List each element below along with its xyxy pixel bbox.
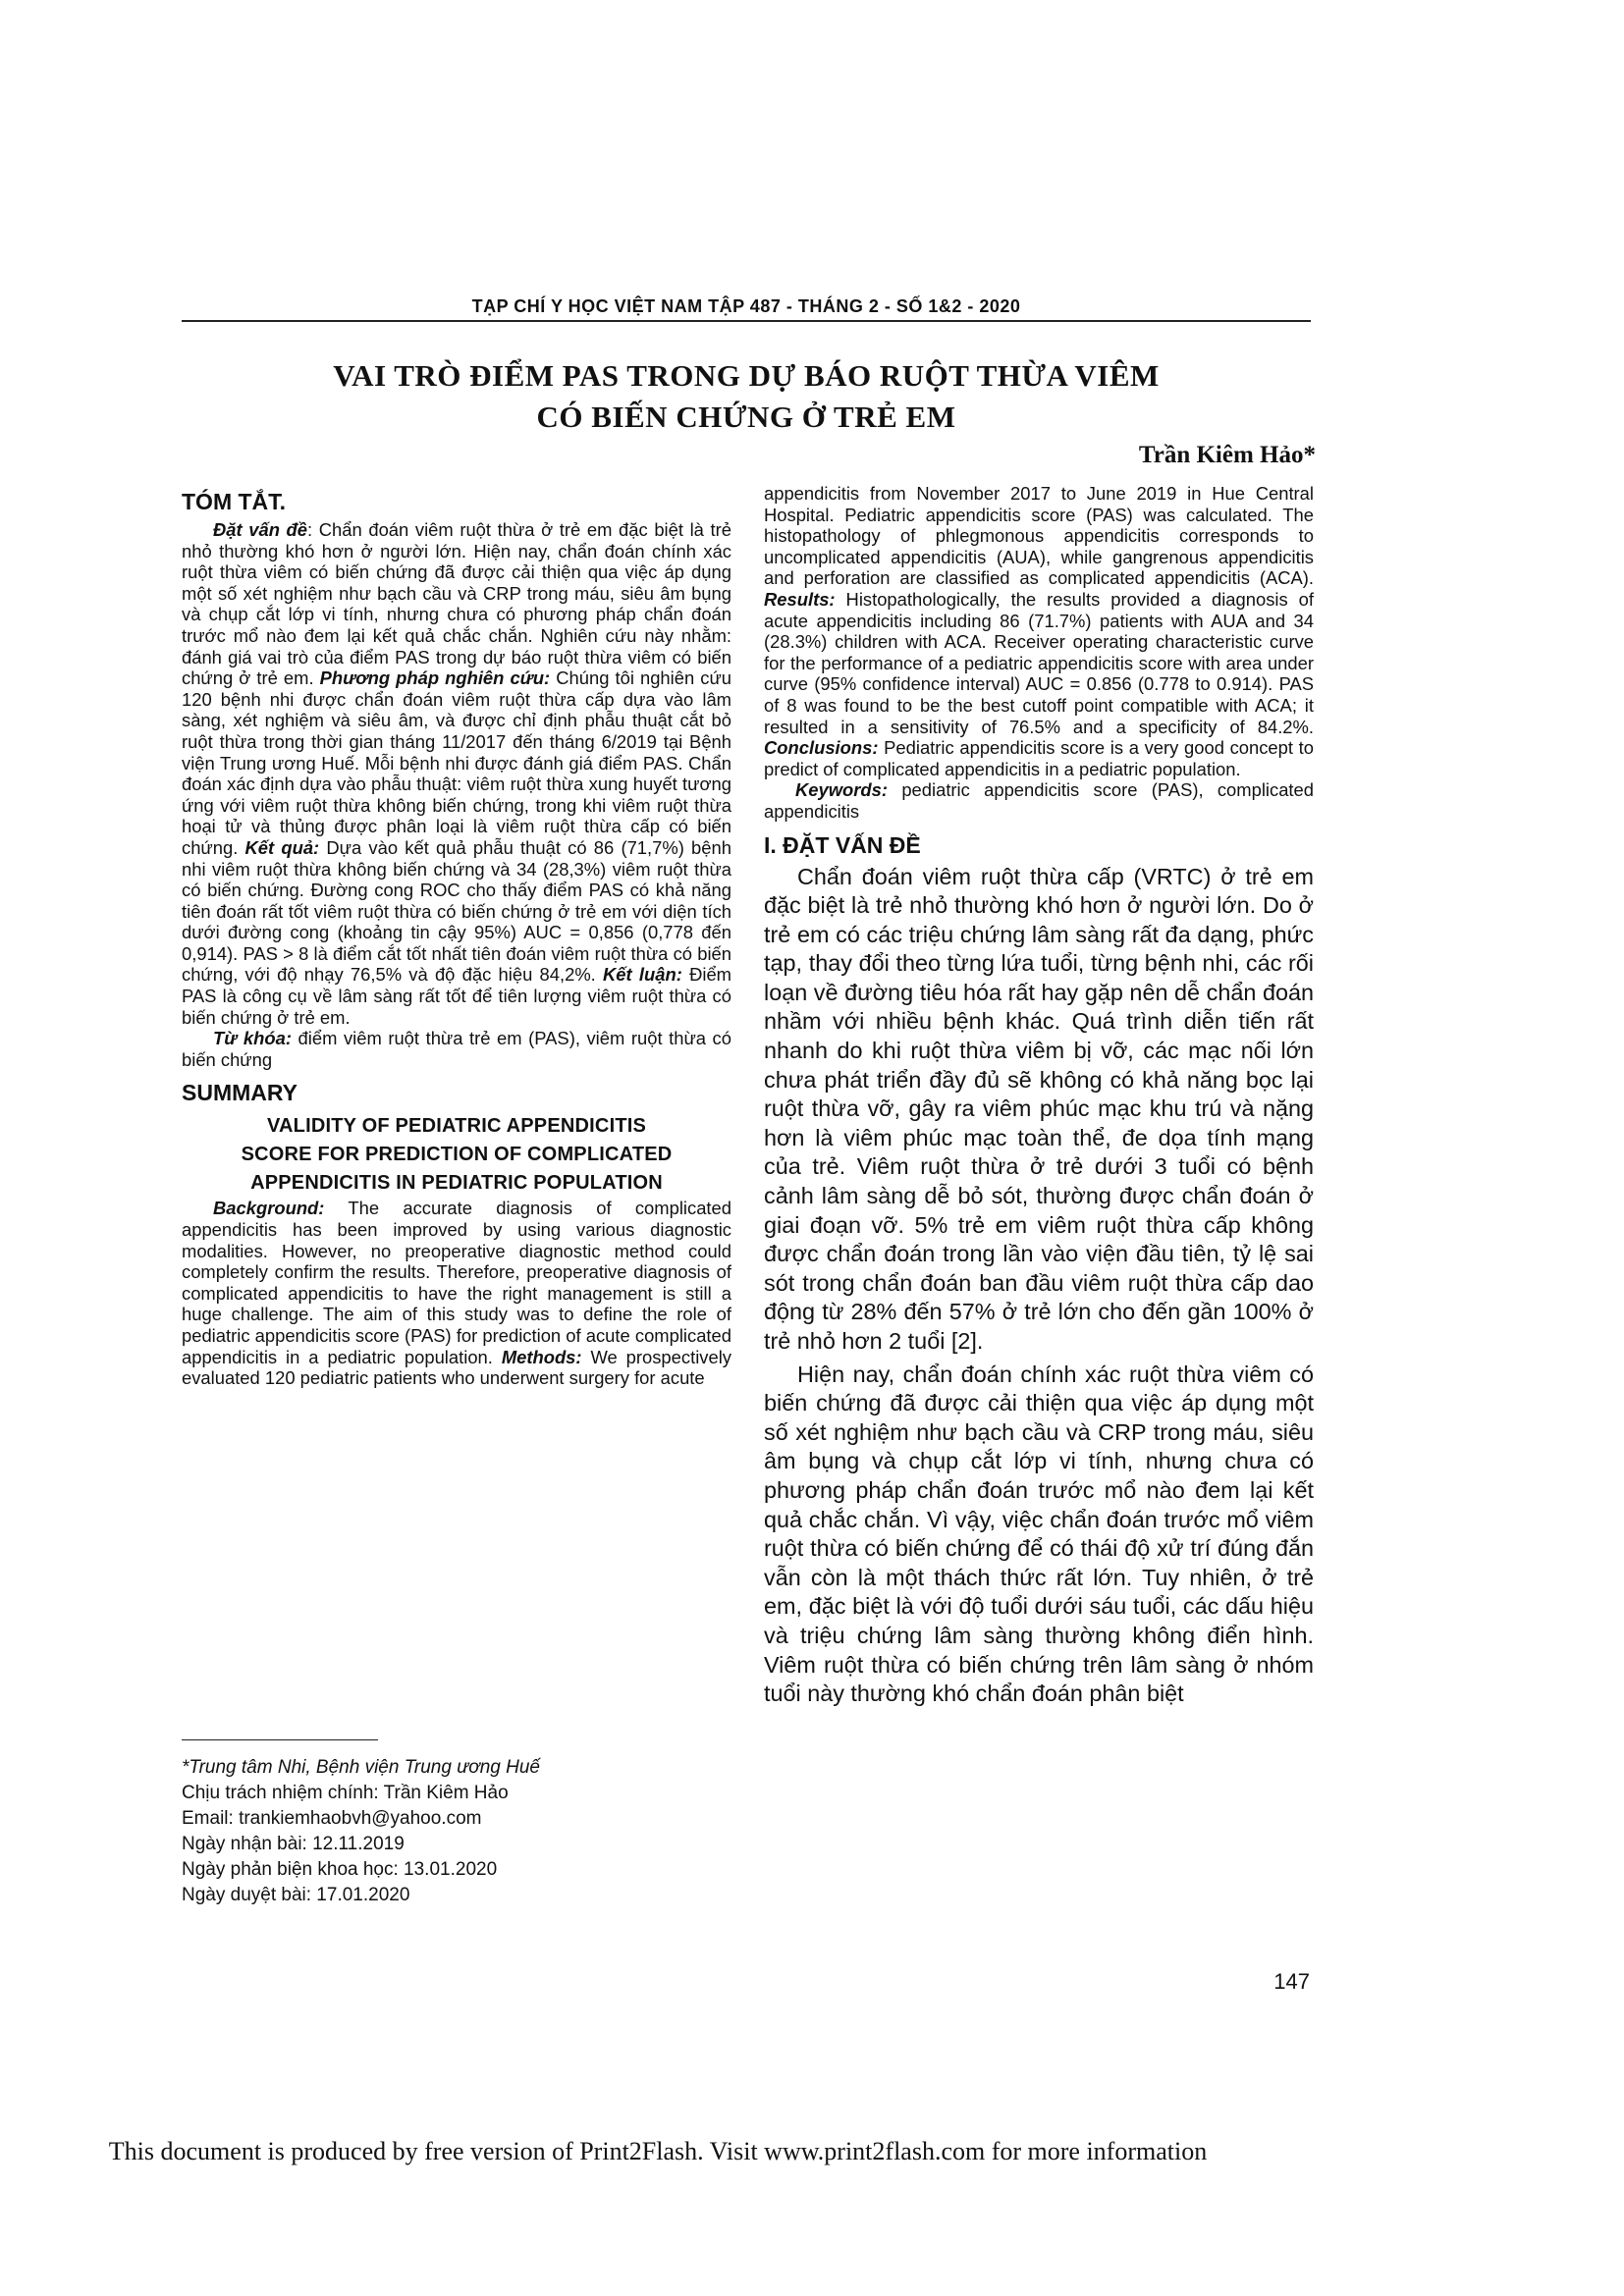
intro-paragraph-2: Hiện nay, chẩn đoán chính xác ruột thừa viêm có biến chứng đã được cải thiện qua việc áp dụng một số xét nghiệm như bạch cầu và CRP trong máu, siêu âm bụng và chụp cắt lớp vi tính, nhưng chưa có phương pháp chẩn đoán trước mổ nào đem lại kết quả chắc chắn. Vì vậy, việc chẩn đoán trước mổ viêm ruột thừa có biến chứng để có thái độ xử trí đúng đắn vẫn còn là một thách thức rất lớn. Tuy nhiên, ở trẻ em, đặc biệt là với độ tuổi dưới sáu tuổi, các dấu hiệu và triệu chứng lâm sàng thường không điển hình. Viêm ruột thừa có biến chứng trên lâm sàng ở nhóm tuổi này thường khó chẩn đoán phân biệt: [764, 1361, 1314, 1707]
footnote-reviewed: Ngày phản biện khoa học: 13.01.2020: [182, 1859, 498, 1880]
summary-title: [182, 1112, 731, 1198]
abstract-vi-conclusion-text: Điểm PAS là công cụ về lâm sàng rất tốt để tiên lượng viêm ruột thừa có biến chứng ở trẻ em.: [182, 964, 731, 1028]
footnote: [182, 1755, 692, 1908]
header-rule: [182, 320, 1311, 322]
summary-result-label: Results:: [764, 588, 836, 610]
summary-conclusion-text: Pediatric appendicitis score is a very good concept to predict of complicated appendicitis in a pediatric population.: [764, 737, 1314, 779]
page-number: 147: [1273, 1969, 1310, 1994]
intro-paragraph-1: Chẩn đoán viêm ruột thừa cấp (VRTC) ở trẻ em đặc biệt là trẻ nhỏ thường khó hơn ở người lớn. Do ở trẻ em có các triệu chứng lâm sàng rất đa dạng, phức tạp, thay đổi theo từng lứa tuổi, từng bệnh nhi, các rối loạn về đường tiêu hóa rất hay gặp nên dễ chẩn đoán nhầm với nhiều bệnh khác. Quá trình diễn tiến rất nhanh do khi ruột thừa viêm bị vỡ, các mạc nối lớn chưa phát triển đầy đủ sẽ không có khả năng bọc lại ruột thừa vỡ, gây ra viêm phúc mạc khu trú và nặng hơn là viêm phúc mạc toàn thể, đe dọa tính mạng của trẻ. Viêm ruột thừa ở trẻ dưới 3 tuổi có bệnh cảnh lâm sàng dễ bỏ sót, thường được chẩn đoán ở giai đoạn vỡ. 5% trẻ em viêm ruột thừa cấp không được chẩn đoán trong lần vào viện đầu tiên, tỷ lệ sai sót trong chẩn đoán ban đầu viêm ruột thừa cấp dao động từ 28% đến 57% ở trẻ lớn cho đến gần 100% ở trẻ nhỏ hơn 2 tuổi [2].: [764, 863, 1314, 1354]
abstract-vi-keywords-label: Từ khóa:: [213, 1028, 292, 1049]
left-column: [182, 489, 731, 1389]
summary-text-continued: [764, 483, 1314, 779]
article-title-line-2: CÓ BIẾN CHỨNG Ở TRẺ EM: [536, 400, 956, 434]
summary-title-line-2: SCORE FOR PREDICTION OF COMPLICATED: [241, 1144, 673, 1166]
print2flash-watermark: This document is produced by free version of Print2Flash. Visit www.print2flash.com for more information: [108, 2137, 1208, 2165]
journal-header: TẠP CHÍ Y HỌC VIỆT NAM TẬP 487 - THÁNG 2 - SỐ 1&2 - 2020: [471, 296, 1021, 316]
summary-keywords-text: pediatric appendicitis score (PAS), complicated appendicitis: [764, 779, 1314, 822]
footnote-affiliation: *Trung tâm Nhi, Bệnh viện Trung ương Huế: [182, 1757, 540, 1778]
abstract-vi-method-text: Chúng tôi nghiên cứu 120 bệnh nhi được chẩn đoán viêm ruột thừa cấp dựa vào lâm sàng, xét nghiệm và siêu âm, và được chỉ định phẫu thuật cắt bỏ ruột thừa trong thời gian tháng 11/2017 đến tháng 6/2019 tại Bệnh viện Trung ương Huế. Mỗi bệnh nhi được đánh giá điểm PAS. Chẩn đoán xác định dựa vào phẫu thuật: viêm ruột thừa xung huyết tương ứng với viêm ruột thừa không biến chứng, trong khi viêm ruột thừa hoại tử và thủng được phân loại là viêm ruột thừa cấp có biến chứng.: [182, 667, 731, 858]
footnote-rule: [182, 1739, 378, 1740]
summary-keywords: [764, 779, 1314, 822]
summary-text: [182, 1198, 731, 1388]
footnote-received: Ngày nhận bài: 12.11.2019: [182, 1834, 405, 1854]
abstract-vi-result-text: Dựa vào kết quả phẫu thuật có 86 (71,7%) bệnh nhi viêm ruột thừa không biến chứng và 34 (28,3%) viêm ruột thừa có biến chứng. Đường cong ROC cho thấy điểm PAS có khả năng tiên đoán rất tốt viêm ruột thừa có biến chứng ở trẻ em với diện tích dưới đường cong (khoảng tin cậy 95%) AUC = 0,856 (0,778 đến 0,914). PAS > 8 là điểm cắt tốt nhất tiên đoán viêm ruột thừa có biến chứng, với độ nhạy 76,5% và độ đặc hiệu 84,2%.: [182, 836, 731, 986]
abstract-vi-text: [182, 519, 731, 1028]
summary-method-text: We prospectively evaluated 120 pediatric patients who underwent surgery for acute: [182, 1346, 731, 1389]
summary-method-label: Methods:: [501, 1346, 582, 1367]
abstract-vi-conclusion-label: Kết luận:: [603, 964, 682, 986]
abstract-vi-keywords: [182, 1028, 731, 1070]
right-column: [764, 483, 1314, 1709]
abstract-vi-method-label: Phương pháp nghiên cứu:: [319, 667, 551, 689]
article-title-line-1: VAI TRÒ ĐIỂM PAS TRONG DỰ BÁO RUỘT THỪA VIÊM: [333, 358, 1160, 393]
abstract-vi-bg-label: Đặt vấn đề: [213, 519, 308, 540]
author: Trần Kiêm Hảo*: [1138, 442, 1316, 468]
summary-result-text: Histopathologically, the results provided a diagnosis of acute appendicitis including 86 (71.7%) patients with AUA and 34 (28.3%) children with ACA. Receiver operating characteristic curve for the performance of a pediatric appendicitis score with area under curve (95% confidence interval) AUC = 0.856 (0.778 to 0.914). PAS of 8 was found to be the best cutoff point compatible with ACA; it resulted in a sensitivity of 76.5% and a specificity of 84.2%.: [764, 588, 1314, 737]
article-title: [182, 355, 1311, 438]
summary-heading: SUMMARY: [182, 1080, 298, 1106]
intro-heading: I. ĐẶT VẤN ĐỀ: [764, 831, 921, 858]
summary-conclusion-label: Conclusions:: [764, 737, 879, 759]
summary-keywords-label: Keywords:: [795, 779, 889, 801]
summary-title-line-3: APPENDICITIS IN PEDIATRIC POPULATION: [250, 1172, 663, 1195]
abstract-vi-heading: TÓM TẮT.: [182, 489, 287, 514]
abstract-vi-keywords-text: điểm viêm ruột thừa trẻ em (PAS), viêm ruột thừa có biến chứng: [182, 1028, 731, 1070]
summary-title-line-1: VALIDITY OF PEDIATRIC APPENDICITIS: [266, 1115, 647, 1138]
summary-method-continued: appendicitis from November 2017 to June 2019 in Hue Central Hospital. Pediatric appendicitis score (PAS) was calculated. The histopathology of phlegmonous appendicitis corresponds to uncomplicated appendicitis (AUA), while gangrenous appendicitis and perforation are classified as complicated appendicitis (ACA).: [764, 483, 1314, 589]
abstract-vi-result-label: Kết quả:: [244, 836, 320, 858]
abstract-vi-bg-text: : Chẩn đoán viêm ruột thừa ở trẻ em đặc biệt là trẻ nhỏ thường khó hơn ở người lớn. Hiện nay, chẩn đoán chính xác ruột thừa viêm có biến chứng đã được cải thiện qua việc áp dụng một số xét nghiệm như bạch cầu và CRP trong máu, siêu âm bụng và chụp cắt lớp vi tính, nhưng chưa có phương pháp chẩn đoán trước mổ nào đem lại kết quả chắc chắn. Nghiên cứu này nhằm: đánh giá vai trò của điểm PAS trong dự báo ruột thừa viêm có biến chứng ở trẻ em.: [182, 519, 731, 689]
footnote-email: Email: trankiemhaobvh@yahoo.com: [182, 1808, 482, 1829]
summary-bg-label: Background:: [213, 1198, 325, 1219]
summary-bg-text: The accurate diagnosis of complicated appendicitis has been improved by using various diagnostic modalities. However, no preoperative diagnostic method could completely confirm the results. Therefore, preoperative diagnosis of complicated appendicitis to have the right management is still a huge challenge. The aim of this study was to define the role of pediatric appendicitis score (PAS) for prediction of acute complicated appendicitis in a pediatric population.: [182, 1198, 731, 1367]
footnote-responsible: Chịu trách nhiệm chính: Trần Kiêm Hảo: [182, 1783, 509, 1803]
footnote-accepted: Ngày duyệt bài: 17.01.2020: [182, 1885, 410, 1905]
